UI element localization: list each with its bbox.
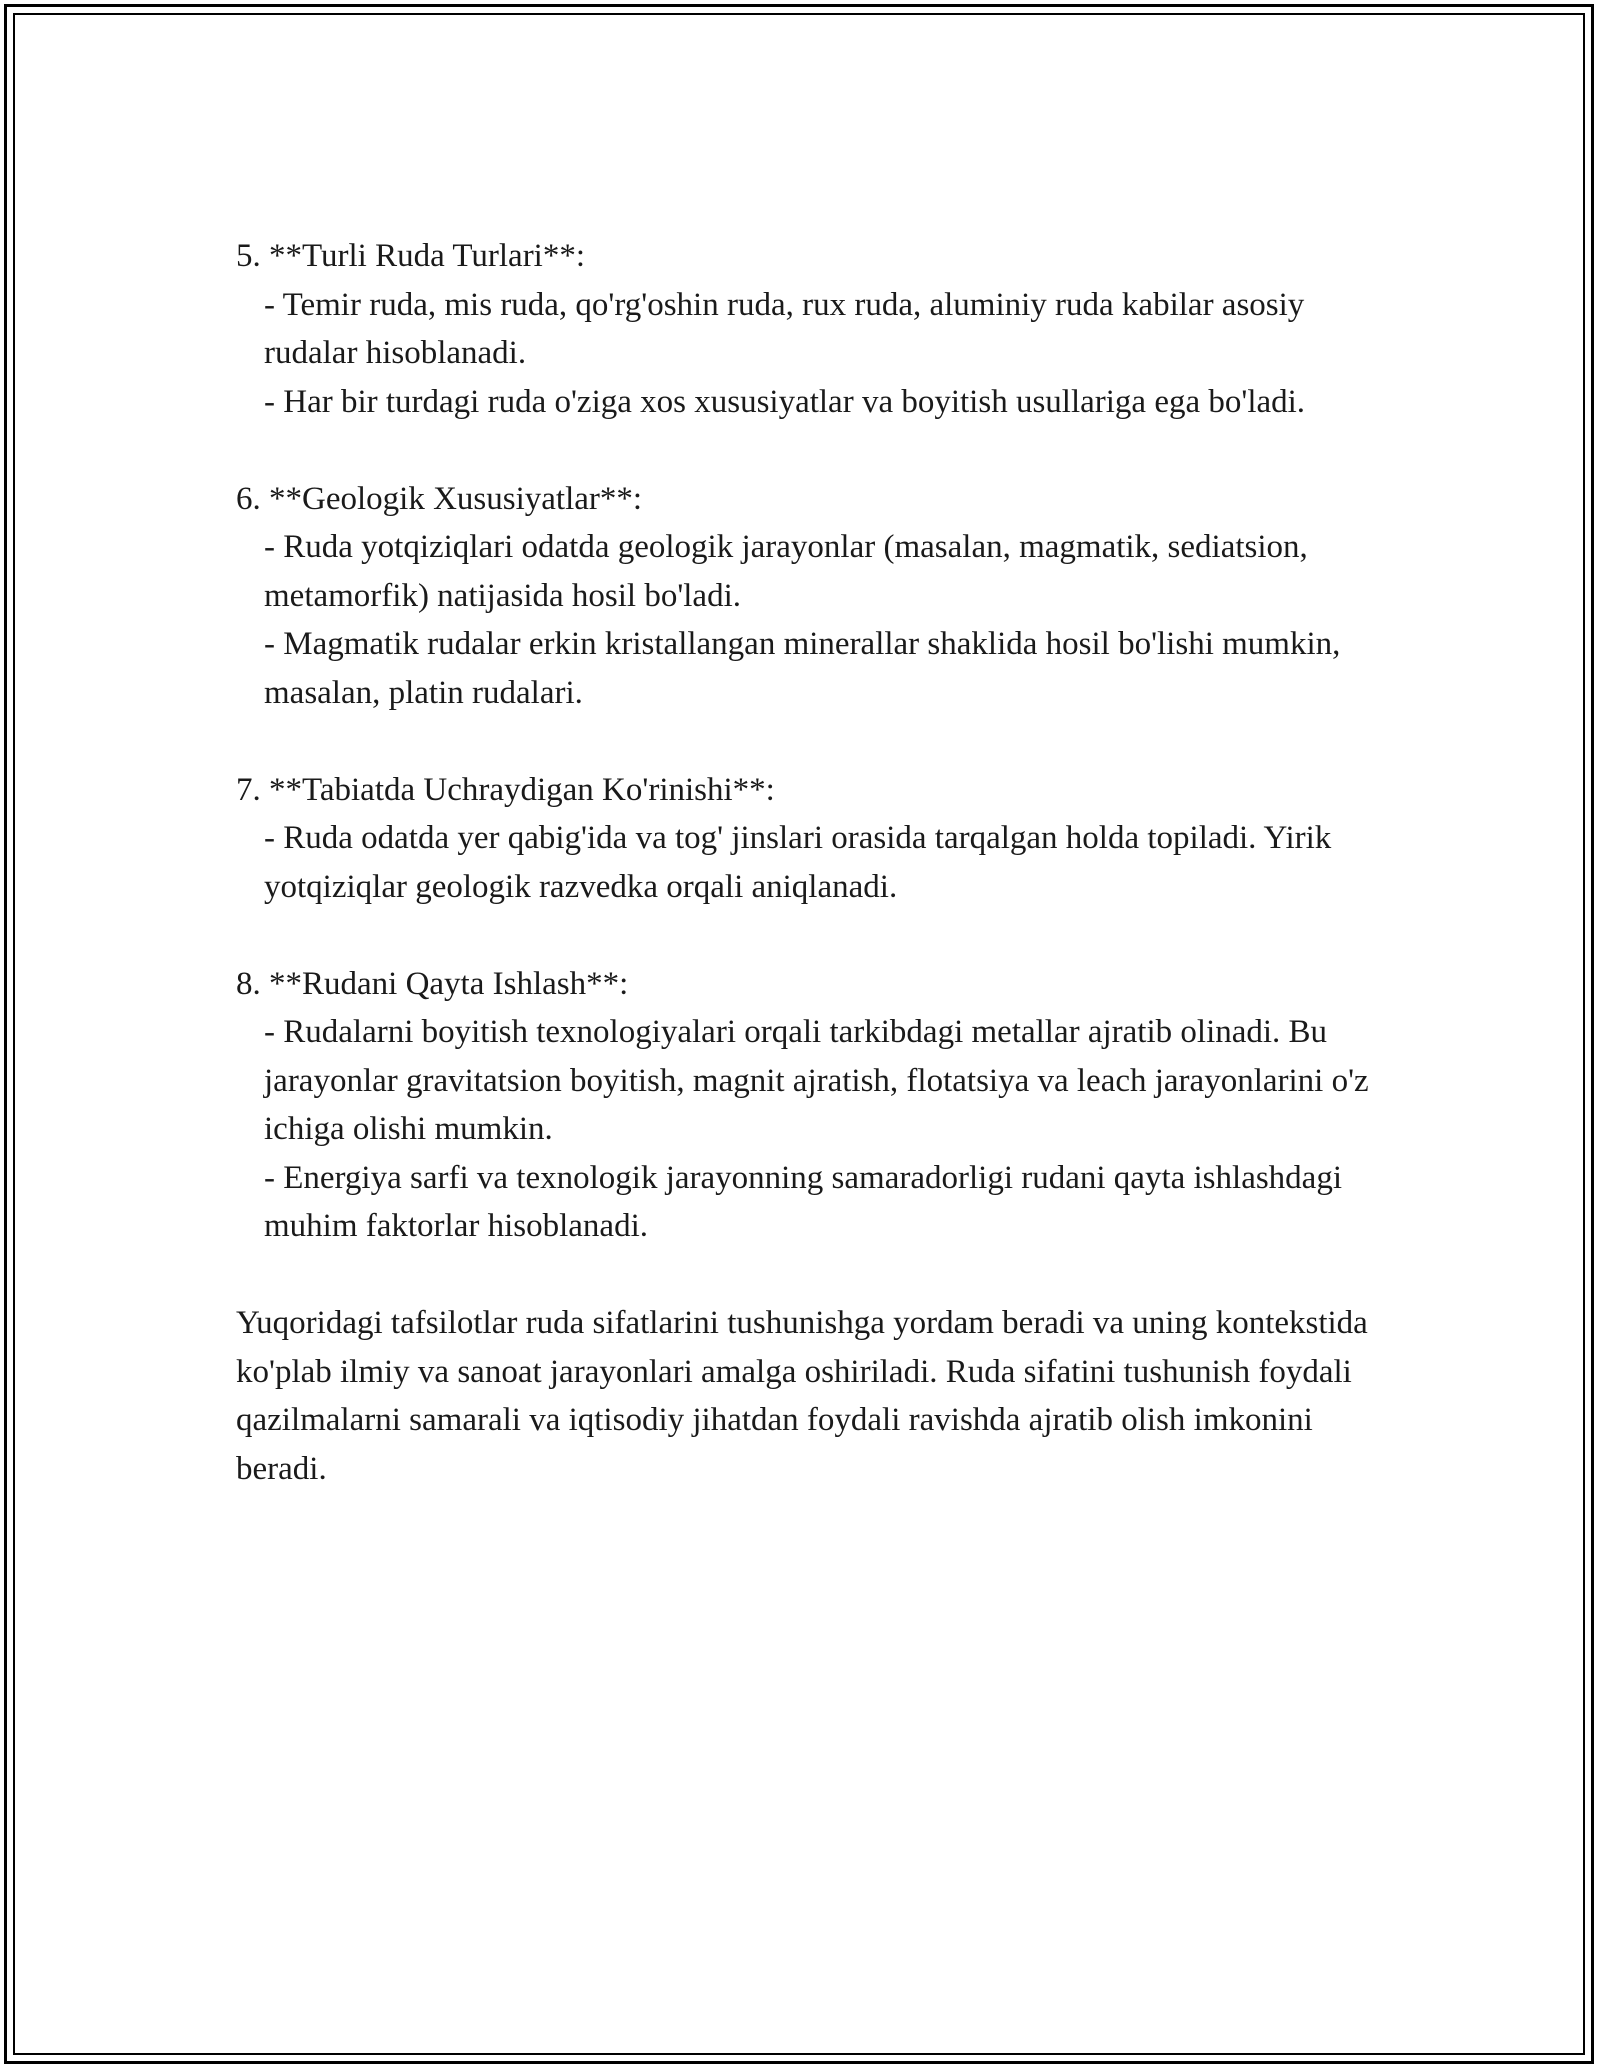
section-heading: 8. **Rudani Qayta Ishlash**:	[236, 965, 629, 1002]
bullet-item: - Har bir turdagi ruda o'ziga xos xususiyatlar va boyitish usullariga ega bo'ladi.	[264, 383, 1306, 420]
bullet-item: - Energiya sarfi va texnologik jarayonning samaradorligi rudani qayta ishlashdagi muhim faktorlar hisoblanadi.	[264, 1159, 1351, 1244]
section-turli-ruda-turlari	[236, 232, 1386, 426]
section-heading: 5. **Turli Ruda Turlari**:	[236, 238, 586, 274]
section-tabiatda-uchraydigan-korinishi	[236, 766, 1386, 912]
bullet-item: - Magmatik rudalar erkin kristallangan minerallar shaklida hosil bo'lishi mumkin, masalan, platin rudalari.	[264, 626, 1349, 711]
conclusion-paragraph: Yuqoridagi tafsilotlar ruda sifatlarini tushunishga yordam beradi va uning kontekstida ko'plab ilmiy va sanoat jarayonlari amalga oshiriladi. Ruda sifatini tushunish foydali qazilmalarni samarali va iqtisodiy jihatdan foydali ravishda ajratib olish imkonini beradi.	[236, 1305, 1368, 1487]
bullet-item: - Ruda yotqiziqlari odatda geologik jarayonlar (masalan, magmatik, sediatsion, metamorfik) natijasida hosil bo'ladi.	[264, 529, 1317, 614]
bullet-item: - Temir ruda, mis ruda, qo'rg'oshin ruda, rux ruda, aluminiy ruda kabilar asosiy rudalar hisoblanadi.	[264, 286, 1313, 371]
section-geologik-xususiyatlar	[236, 475, 1386, 718]
section-heading: 7. **Tabiatda Uchraydigan Ko'rinishi**:	[236, 771, 775, 808]
section-heading: 6. **Geologik Xususiyatlar**:	[236, 480, 643, 517]
bullet-item: - Rudalarni boyitish texnologiyalari orqali tarkibdagi metallar ajratib olinadi. Bu jarayonlar gravitatsion boyitish, magnit ajratish, flotatsiya va leach jarayonlarini o'z ichiga olishi mumkin.	[264, 1014, 1377, 1147]
bullet-item: - Ruda odatda yer qabig'ida va tog' jinslari orasida tarqalgan holda topiladi. Yirik yotqiziqlar geologik razvedka orqali aniqlanadi.	[264, 820, 1340, 905]
section-rudani-qayta-ishlash	[236, 960, 1386, 1251]
document-body	[236, 232, 1386, 1493]
